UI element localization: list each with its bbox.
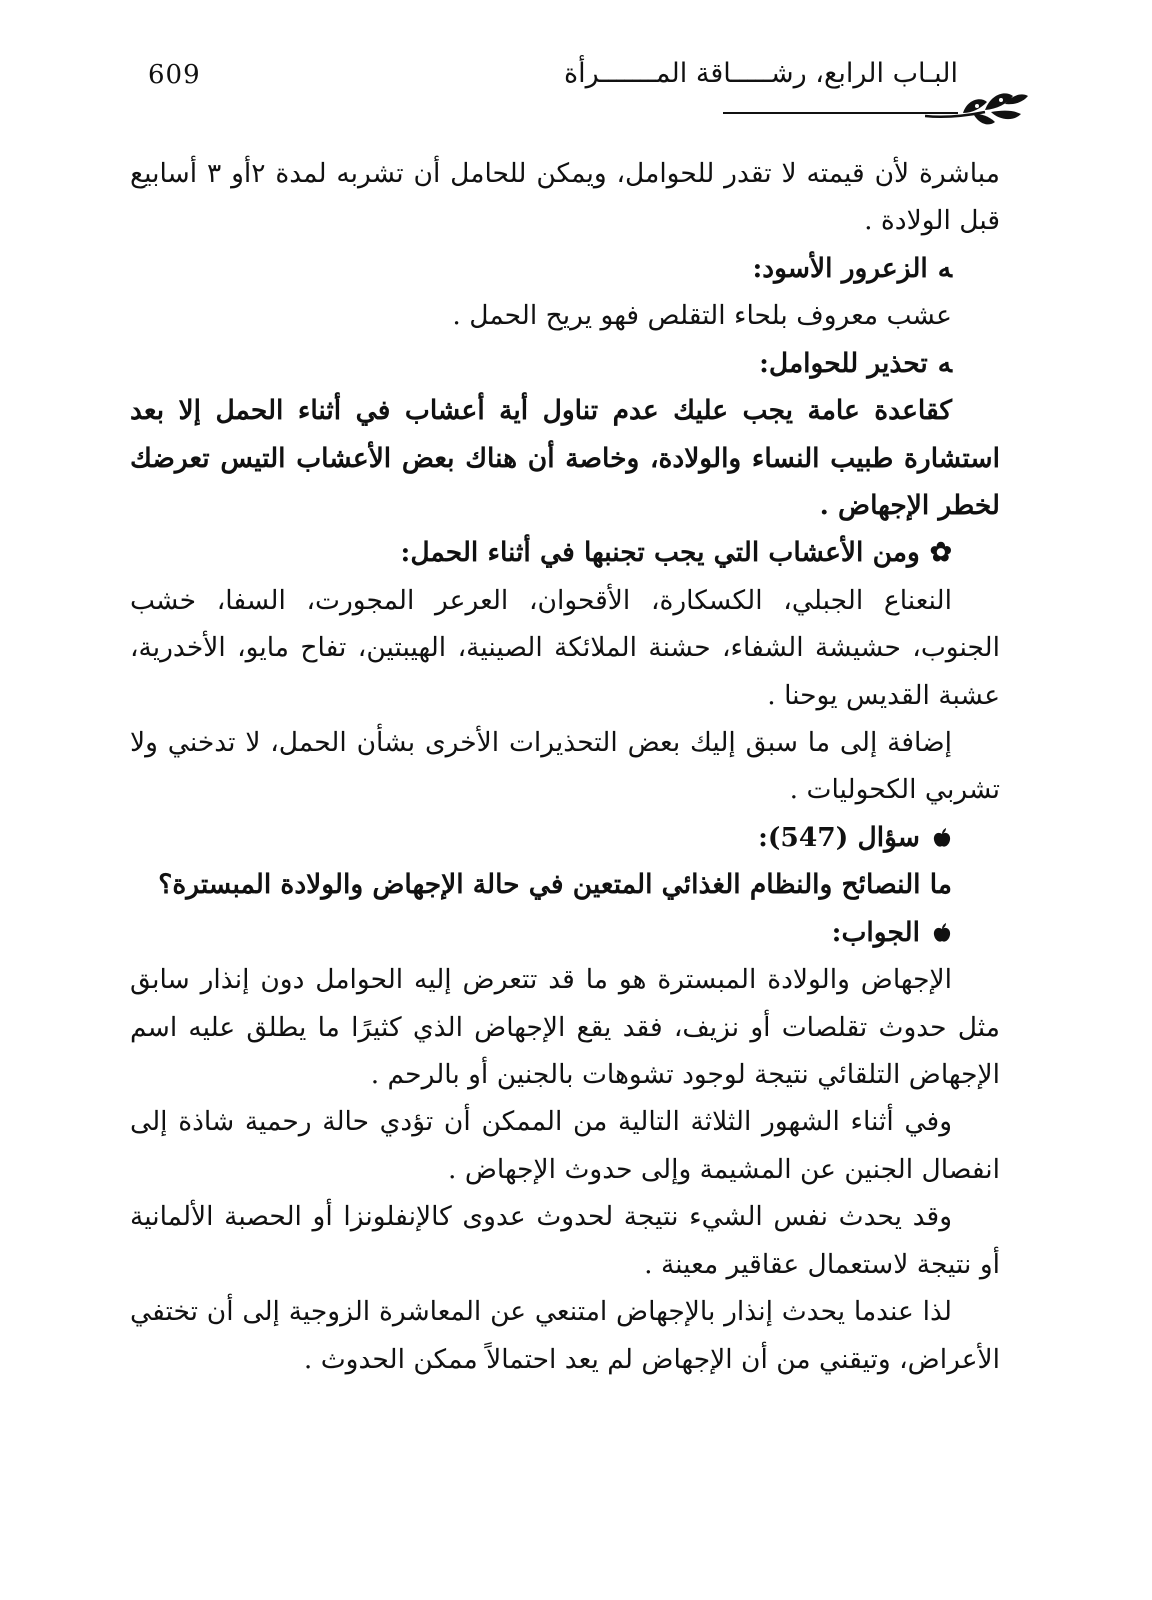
- paragraph-warning: كقاعدة عامة يجب عليك عدم تناول أية أعشاب في أثناء الحمل إلا بعد استشارة طبيب النساء والولادة، وخاصة أن هناك بعض الأعشاب التيس تعرضك لخطر الإجهاض .: [130, 395, 1000, 521]
- question-text: ما النصائح والنظام الغذائي المتعين في حالة الإجهاض والولادة المبسترة؟: [158, 869, 952, 901]
- heading-warning: [130, 340, 1000, 387]
- leaf-ornament-icon: [925, 86, 1030, 134]
- heading-herbs-to-avoid: [130, 529, 1000, 576]
- heading-mark-icon: ﻪ: [937, 252, 952, 284]
- paragraph-answer-2: وفي أثناء الشهور الثلاثة التالية من الممكن أن تؤدي حالة رحمية شاذة إلى انفصال الجنين عن المشيمة وإلى حدوث الإجهاض .: [130, 1106, 1000, 1185]
- heading-black-hawthorn: [130, 245, 1000, 292]
- paragraph-herb-list: النعناع الجبلي، الكسكارة، الأقحوان، العرعر المجورت، السفا، خشب الجنوب، حشيشة الشفاء، حشنة الملائكة الصينية، الهيبتين، تفاح مايو، الأخدرية، عشبة القديس يوحنا .: [130, 584, 1000, 711]
- paragraph-answer-1: الإجهاض والولادة المبسترة هو ما قد تتعرض إليه الحوامل دون إنذار سابق مثل حدوث تقلصات أو نزيف، فقد يقع الإجهاض الذي كثيرًا ما يطلق عليه اسم الإجهاض التلقائي نتيجة لوجود تشوهات بالجنين أو بالرحم .: [130, 964, 1000, 1091]
- paragraph-hawthorn: عشب معروف بلحاء التقلص فهو يريح الحمل .: [452, 300, 952, 332]
- page-number: 609: [148, 60, 201, 90]
- page-header: [130, 58, 1030, 138]
- apple-icon: [932, 828, 952, 848]
- answer-label-text: الجواب:: [831, 916, 920, 948]
- paragraph-answer-3: وقد يحدث نفس الشيء نتيجة لحدوث عدوى كالإنفلونزا أو الحصبة الألمانية أو نتيجة لاستعمال عقاقير معينة .: [130, 1201, 1000, 1280]
- heading-text: تحذير للحوامل:: [759, 347, 928, 379]
- heading-mark-icon: ﻪ: [937, 347, 952, 379]
- paragraph-continuation: مباشرة لأن قيمته لا تقدر للحوامل، ويمكن للحامل أن تشربه لمدة ٢أو ٣ أسابيع قبل الولادة .: [130, 158, 1000, 237]
- paragraph-other-warnings: إضافة إلى ما سبق إليك بعض التحذيرات الأخرى بشأن الحمل، لا تدخني ولا تشربي الكحوليات .: [130, 727, 1000, 806]
- header-rule: [723, 112, 958, 114]
- answer-label: [130, 909, 1000, 956]
- heading-text: ومن الأعشاب التي يجب تجنبها في أثناء الحمل:: [400, 537, 920, 569]
- apple-icon: [932, 923, 952, 943]
- running-title: البـاب الرابع، رشـــــاقة المـــــــرأة: [564, 58, 958, 89]
- heading-text: الزعرور الأسود:: [752, 252, 928, 284]
- paragraph-answer-4: لذا عندما يحدث إنذار بالإجهاض امتنعي عن المعاشرة الزوجية إلى أن تختفي الأعراض، وتيقني من أن الإجهاض لم يعد احتمالاً ممكن الحدوث .: [130, 1296, 1000, 1375]
- question-label: [130, 814, 1000, 861]
- flower-mark-icon: ✿: [929, 537, 952, 569]
- page-body: [130, 150, 1000, 1383]
- question-number: سؤال (547):: [758, 821, 920, 853]
